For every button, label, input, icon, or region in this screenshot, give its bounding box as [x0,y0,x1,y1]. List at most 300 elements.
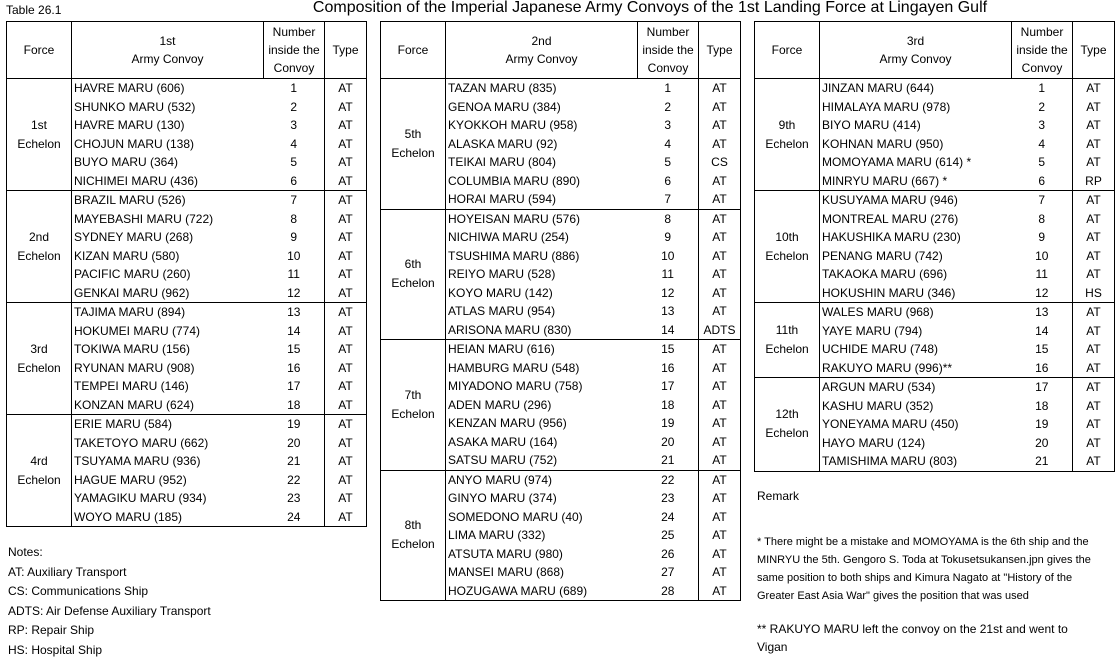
convoy-number: 23 [264,489,325,508]
ship-name: YAYE MARU (794) [820,322,1012,341]
ship-type: AT [1073,452,1115,471]
table-row [381,470,741,489]
ship-name: REIYO MARU (528) [446,265,638,284]
ship-type: AT [325,265,367,284]
ship-name: HOYEISAN MARU (576) [446,209,638,228]
ship-type: AT [325,284,367,303]
convoy-number: 19 [1012,415,1073,434]
force-header: Force [7,22,72,79]
ship-type: AT [699,79,741,98]
convoy-table-3 [754,21,1115,472]
note-item: CS: Communications Ship [8,582,211,602]
ship-type: AT [699,284,741,303]
convoy-number: 9 [1012,228,1073,247]
convoy-number: 5 [264,153,325,172]
convoy-number: 5 [638,153,699,172]
ship-name: HAVRE MARU (130) [72,116,264,135]
header-line: Army Convoy [448,50,635,68]
ship-name: ANYO MARU (974) [446,470,638,489]
convoy-number: 24 [638,508,699,527]
convoy-number: 8 [638,209,699,228]
number-header [264,22,325,79]
ship-name: GINYO MARU (374) [446,489,638,508]
ship-name: HOKUSHIN MARU (346) [820,284,1012,303]
convoy-number: 24 [264,508,325,527]
convoy-number: 27 [638,563,699,582]
convoy-number: 2 [1012,98,1073,117]
ship-type: AT [325,247,367,266]
ship-type: AT [699,526,741,545]
ship-type: AT [1073,340,1115,359]
ship-type: RP [1073,172,1115,191]
convoy-table-2 [380,21,741,601]
convoy-number: 11 [638,265,699,284]
force-label: 7th [383,386,443,405]
convoy-number: 20 [638,433,699,452]
ship-name: KUSUYAMA MARU (946) [820,191,1012,210]
ship-name: HEIAN MARU (616) [446,340,638,359]
ship-type: AT [325,340,367,359]
convoy-number: 16 [638,359,699,378]
header-row [755,22,1115,79]
ship-name: HOKUMEI MARU (774) [72,322,264,341]
convoy-number: 15 [1012,340,1073,359]
table-row [381,79,741,98]
ship-type: AT [699,470,741,489]
ship-name: MIYADONO MARU (758) [446,377,638,396]
ship-name: HAMBURG MARU (548) [446,359,638,378]
ship-name: SATSU MARU (752) [446,451,638,470]
force-cell [755,191,820,303]
convoy-number: 19 [264,415,325,434]
ship-type: AT [325,508,367,527]
ship-name: NICHIWA MARU (254) [446,228,638,247]
force-label: Echelon [9,135,69,154]
convoy-header [820,22,1012,79]
ship-name: SHUNKO MARU (532) [72,98,264,117]
convoy-number: 10 [1012,247,1073,266]
force-label: 11th [757,321,817,340]
page-title: Composition of the Imperial Japanese Army Convoys of the 1st Landing Force at Lingayen Gulf [200,0,1100,17]
ship-name: MINRYU MARU (667) * [820,172,1012,191]
header-line: Number [266,23,322,41]
ship-type: AT [1073,265,1115,284]
table-row [7,303,367,322]
ship-name: KYOKKOH MARU (958) [446,116,638,135]
header-line: 3rd [822,32,1009,50]
table-row [7,79,367,98]
ship-type: AT [1073,434,1115,453]
ship-name: KONZAN MARU (624) [72,396,264,415]
convoy-number: 12 [264,284,325,303]
convoy-number: 8 [264,210,325,229]
ship-name: HAGUE MARU (952) [72,471,264,490]
header-line: Convoy [1014,59,1070,77]
force-cell [381,209,446,340]
ship-type: AT [325,322,367,341]
ship-type: AT [325,228,367,247]
force-label: 2nd [9,228,69,247]
force-label: 10th [757,228,817,247]
ship-type: AT [699,563,741,582]
ship-type: AT [699,190,741,209]
header-row [381,22,741,79]
convoy-number: 16 [1012,359,1073,378]
convoy-number: 4 [638,135,699,154]
force-label: 3rd [9,340,69,359]
table-label: Table 26.1 [6,3,61,17]
ship-type: AT [699,545,741,564]
ship-type: AT [699,247,741,266]
convoy-number: 7 [264,191,325,210]
convoy-number: 4 [1012,135,1073,154]
ship-name: TAKETOYO MARU (662) [72,434,264,453]
type-header: Type [325,22,367,79]
ship-name: TAZAN MARU (835) [446,79,638,98]
force-label: Echelon [757,340,817,359]
ship-name: TSUYAMA MARU (936) [72,452,264,471]
ship-name: TEMPEI MARU (146) [72,377,264,396]
ship-type: AT [699,98,741,117]
header-line: Number [1014,23,1070,41]
ship-type: AT [699,265,741,284]
ship-name: ATLAS MARU (954) [446,302,638,321]
table-row [755,303,1115,322]
convoy-number: 21 [1012,452,1073,471]
ship-name: GENOA MARU (384) [446,98,638,117]
convoy-number: 22 [638,470,699,489]
remark-heading: Remark [757,489,799,503]
force-label: Echelon [383,535,443,554]
force-label: Echelon [383,405,443,424]
ship-type: AT [325,471,367,490]
header-line: Convoy [266,59,322,77]
ship-type: AT [325,135,367,154]
ship-name: ALASKA MARU (92) [446,135,638,154]
header-row [7,22,367,79]
type-header: Type [699,22,741,79]
header-line: inside the [266,41,322,59]
ship-name: KASHU MARU (352) [820,397,1012,416]
ship-name: KOHNAN MARU (950) [820,135,1012,154]
ship-type: AT [699,340,741,359]
force-label: 6th [383,255,443,274]
ship-name: TAKAOKA MARU (696) [820,265,1012,284]
convoy-number: 10 [638,247,699,266]
header-line: Army Convoy [822,50,1009,68]
force-label: 12th [757,405,817,424]
force-cell [755,79,820,191]
header-line: Number [640,23,696,41]
ship-type: AT [699,451,741,470]
ship-name: RAKUYO MARU (996)** [820,359,1012,378]
convoy-number: 13 [264,303,325,322]
ship-name: BIYO MARU (414) [820,116,1012,135]
convoy-number: 20 [264,434,325,453]
table-row [755,378,1115,397]
force-label: 4rd [9,452,69,471]
convoy-header [446,22,638,79]
ship-type: HS [1073,284,1115,303]
convoy-number: 25 [638,526,699,545]
ship-name: HIMALAYA MARU (978) [820,98,1012,117]
force-cell [7,79,72,191]
convoy-number: 3 [638,116,699,135]
ship-type: AT [1073,247,1115,266]
number-header [1012,22,1073,79]
ship-type: AT [325,377,367,396]
ship-type: AT [325,303,367,322]
ship-type: AT [325,172,367,191]
convoy-number: 18 [264,396,325,415]
convoy-number: 7 [638,190,699,209]
convoy-number: 11 [1012,265,1073,284]
ship-name: PACIFIC MARU (260) [72,265,264,284]
ship-type: AT [699,414,741,433]
convoy-number: 20 [1012,434,1073,453]
note-item: AT: Auxiliary Transport [8,563,211,583]
ship-type: AT [1073,303,1115,322]
ship-type: CS [699,153,741,172]
ship-type: AT [1073,397,1115,416]
ship-type: AT [1073,322,1115,341]
force-label: Echelon [757,247,817,266]
convoy-number: 18 [1012,397,1073,416]
force-label: 9th [757,116,817,135]
convoy-number: 28 [638,582,699,601]
ship-name: YONEYAMA MARU (450) [820,415,1012,434]
force-cell [7,191,72,303]
ship-name: BUYO MARU (364) [72,153,264,172]
ship-type: AT [699,359,741,378]
ship-type: AT [699,582,741,601]
ship-type: AT [699,135,741,154]
convoy-number: 11 [264,265,325,284]
convoy-number: 15 [638,340,699,359]
ship-type: AT [325,359,367,378]
ship-name: HAVRE MARU (606) [72,79,264,98]
convoy-number: 22 [264,471,325,490]
convoy-header [72,22,264,79]
ship-name: KOYO MARU (142) [446,284,638,303]
ship-type: AT [1073,191,1115,210]
convoy-number: 3 [1012,116,1073,135]
convoy-number: 21 [264,452,325,471]
convoy-number: 6 [1012,172,1073,191]
ship-name: UCHIDE MARU (748) [820,340,1012,359]
convoy-number: 14 [264,322,325,341]
force-cell [755,378,820,472]
convoy-number: 1 [264,79,325,98]
table-row [7,415,367,434]
convoy-number: 3 [264,116,325,135]
ship-name: MANSEI MARU (868) [446,563,638,582]
ship-type: AT [699,433,741,452]
convoy-number: 1 [638,79,699,98]
force-label: 8th [383,516,443,535]
ship-type: AT [1073,210,1115,229]
convoy-number: 8 [1012,210,1073,229]
convoy-number: 6 [264,172,325,191]
ship-name: YAMAGIKU MARU (934) [72,489,264,508]
notes-heading: Notes: [8,543,211,563]
ship-type: AT [1073,378,1115,397]
ship-name: RYUNAN MARU (908) [72,359,264,378]
ship-name: GENKAI MARU (962) [72,284,264,303]
convoy-number: 23 [638,489,699,508]
ship-name: TAJIMA MARU (894) [72,303,264,322]
convoy-number: 17 [1012,378,1073,397]
remark-text-2: ** RAKUYO MARU left the convoy on the 21st and went to Vigan [757,620,1097,656]
convoy-number: 13 [638,302,699,321]
ship-type: AT [325,79,367,98]
ship-name: COLUMBIA MARU (890) [446,172,638,191]
force-label: 1st [9,116,69,135]
ship-type: AT [699,377,741,396]
note-item: ADTS: Air Defense Auxiliary Transport [8,602,211,622]
force-header: Force [755,22,820,79]
ship-type: AT [1073,415,1115,434]
convoy-number: 10 [264,247,325,266]
ship-name: ADEN MARU (296) [446,396,638,415]
ship-type: AT [699,396,741,415]
convoy-number: 14 [638,321,699,340]
ship-name: NICHIMEI MARU (436) [72,172,264,191]
ship-type: AT [325,116,367,135]
ship-type: AT [325,415,367,434]
force-cell [381,340,446,471]
ship-name: MOMOYAMA MARU (614) * [820,153,1012,172]
ship-name: KIZAN MARU (580) [72,247,264,266]
force-header: Force [381,22,446,79]
force-label: Echelon [9,359,69,378]
number-header [638,22,699,79]
ship-name: SOMEDONO MARU (40) [446,508,638,527]
ship-name: KENZAN MARU (956) [446,414,638,433]
note-item: RP: Repair Ship [8,621,211,641]
convoy-number: 16 [264,359,325,378]
ship-type: AT [325,434,367,453]
force-label: Echelon [383,274,443,293]
convoy-number: 17 [638,377,699,396]
ship-type: AT [699,116,741,135]
header-line: Convoy [640,59,696,77]
convoy-number: 14 [1012,322,1073,341]
ship-type: AT [325,191,367,210]
ship-type: AT [325,489,367,508]
ship-name: PENANG MARU (742) [820,247,1012,266]
header-line: 2nd [448,32,635,50]
ship-name: LIMA MARU (332) [446,526,638,545]
ship-name: ARISONA MARU (830) [446,321,638,340]
ship-type: AT [699,489,741,508]
convoy-number: 12 [638,284,699,303]
ship-type: AT [1073,135,1115,154]
ship-name: JINZAN MARU (644) [820,79,1012,98]
ship-name: MAYEBASHI MARU (722) [72,210,264,229]
ship-type: ADTS [699,321,741,340]
ship-name: HAKUSHIKA MARU (230) [820,228,1012,247]
ship-type: AT [1073,228,1115,247]
force-cell [7,303,72,415]
ship-type: AT [1073,116,1115,135]
ship-type: AT [1073,79,1115,98]
type-header: Type [1073,22,1115,79]
ship-type: AT [325,396,367,415]
ship-name: CHOJUN MARU (138) [72,135,264,154]
convoy-number: 9 [638,228,699,247]
convoy-number: 18 [638,396,699,415]
force-cell [381,79,446,210]
convoy-number: 1 [1012,79,1073,98]
notes [8,543,211,660]
ship-type: AT [325,210,367,229]
convoy-table-1 [6,21,367,527]
convoy-number: 7 [1012,191,1073,210]
header-line: Army Convoy [74,50,261,68]
ship-name: ASAKA MARU (164) [446,433,638,452]
ship-name: HOZUGAWA MARU (689) [446,582,638,601]
force-label: 5th [383,125,443,144]
convoy-number: 13 [1012,303,1073,322]
ship-name: HORAI MARU (594) [446,190,638,209]
ship-type: AT [699,172,741,191]
convoy-number: 26 [638,545,699,564]
ship-name: WOYO MARU (185) [72,508,264,527]
ship-type: AT [325,98,367,117]
force-label: Echelon [757,135,817,154]
force-label: Echelon [383,144,443,163]
table-row [755,79,1115,98]
ship-name: MONTREAL MARU (276) [820,210,1012,229]
force-label: Echelon [9,471,69,490]
ship-name: SYDNEY MARU (268) [72,228,264,247]
ship-name: ATSUTA MARU (980) [446,545,638,564]
convoy-number: 9 [264,228,325,247]
ship-name: WALES MARU (968) [820,303,1012,322]
ship-type: AT [699,508,741,527]
ship-name: TEIKAI MARU (804) [446,153,638,172]
header-line: 1st [74,32,261,50]
convoy-number: 2 [638,98,699,117]
convoy-number: 12 [1012,284,1073,303]
ship-name: TAMISHIMA MARU (803) [820,452,1012,471]
ship-type: AT [699,209,741,228]
convoy-number: 5 [1012,153,1073,172]
convoy-number: 15 [264,340,325,359]
ship-type: AT [1073,359,1115,378]
table-row [381,340,741,359]
table-row [7,191,367,210]
ship-type: AT [325,452,367,471]
ship-type: AT [1073,98,1115,117]
ship-type: AT [1073,153,1115,172]
convoy-number: 4 [264,135,325,154]
ship-type: AT [699,302,741,321]
header-line: inside the [640,41,696,59]
force-cell [381,470,446,601]
table-row [755,191,1115,210]
ship-name: HAYO MARU (124) [820,434,1012,453]
note-item: HS: Hospital Ship [8,641,211,660]
force-label: Echelon [757,424,817,443]
force-cell [7,415,72,527]
table-row [381,209,741,228]
ship-name: BRAZIL MARU (526) [72,191,264,210]
convoy-number: 19 [638,414,699,433]
convoy-number: 2 [264,98,325,117]
force-label: Echelon [9,247,69,266]
